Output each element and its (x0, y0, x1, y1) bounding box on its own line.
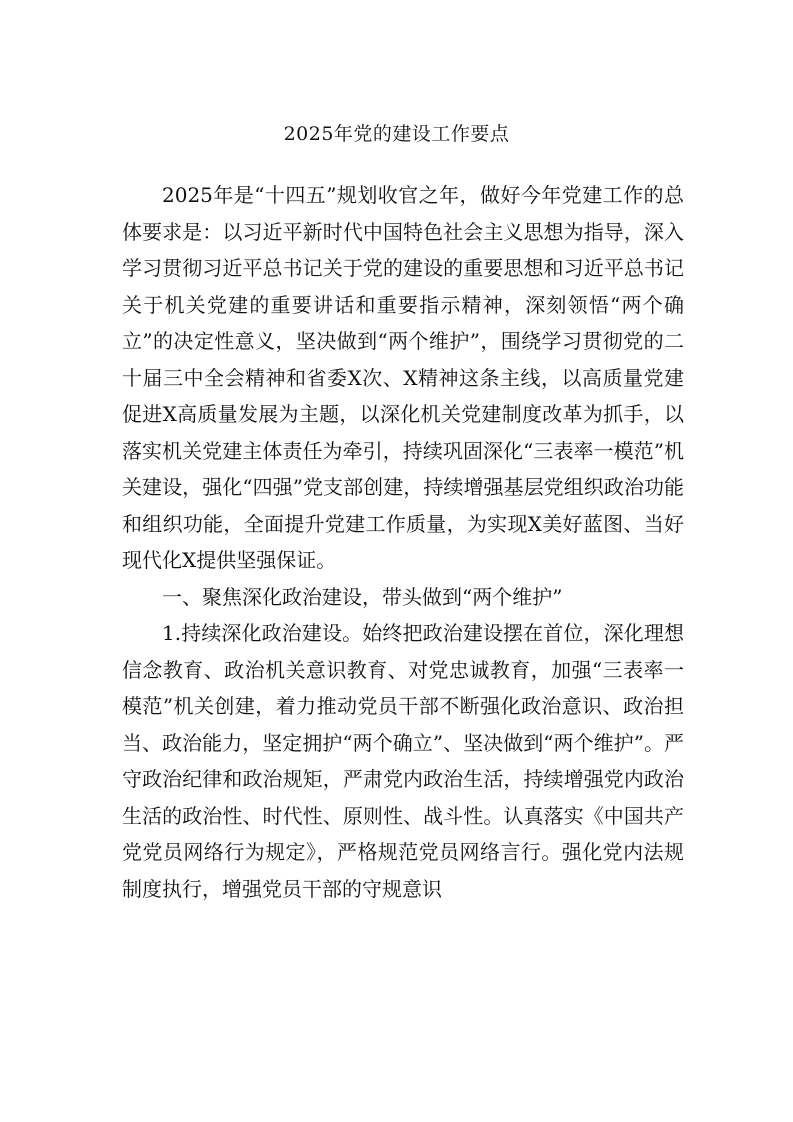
document-body (122, 177, 684, 907)
section-1-item-1-paragraph: 1.持续深化政治建设。始终把政治建设摆在首位，深化理想信念教育、政治机关意识教育、对党忠诚教育，加强“三表率一模范”机关创建，着力推动党员干部不断强化政治意识、政治担当、政治能力，坚定拥护“两个确立”、坚决做到“两个维护”。严守政治纪律和政治规矩，严肃党内政治生活，持续增强党内政治生活的政治性、时代性、原则性、战斗性。认真落实《中国共产党党员网络行为规定》，严格规范党员网络言行。强化党内法规制度执行，增强党员干部的守规意识 (122, 621, 684, 901)
document-title: 2025年党的建设工作要点 (283, 123, 510, 145)
section-heading-1: 一、聚焦深化政治建设，带头做到“两个维护” (162, 584, 563, 609)
intro-paragraph: 2025年是“十四五”规划收官之年，做好今年党建工作的总体要求是：以习近平新时代中国特色社会主义思想为指导，深入学习贯彻习近平总书记关于党的建设的重要思想和习近平总书记关于机关党建的重要讲话和重要指示精神，深刻领悟“两个确立”的决定性意义，坚决做到“两个维护”，围绕学习贯彻党的二十届三中全会精神和省委X次、X精神这条主线，以高质量党建促进X高质量发展为主题，以深化机关党建制度改革为抓手，以落实机关党建主体责任为牵引，持续巩固深化“三表率一模范”机关建设，强化“四强”党支部创建，持续增强基层党组织政治功能和组织功能，全面提升党建工作质量，为实现X美好蓝图、当好现代化X提供坚强保证。 (122, 183, 684, 572)
